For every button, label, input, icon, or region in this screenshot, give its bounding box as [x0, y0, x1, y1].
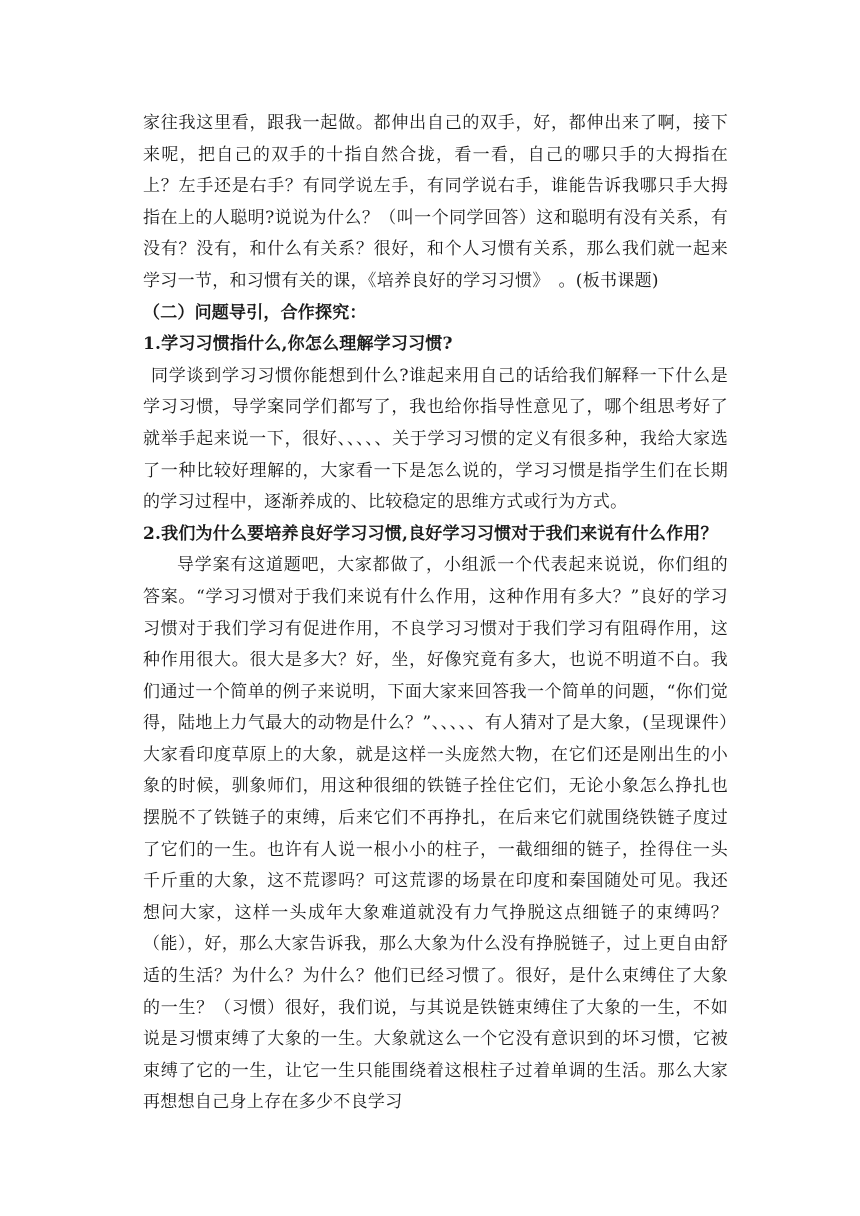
- answer-1-paragraph: 同学谈到学习习惯你能想到什么?谁起来用自己的话给我们解释一下什么是学习习惯，导学案同学们都写了，我也给你指导性意见了，哪个组思考好了就举手起来说一下，很好、、、、、关于学习习惯的定义有很多种，我给大家选了一种比较好理解的，大家看一下是怎么说的，学习习惯是指学生们在长期的学习过程中，逐渐养成的、比较稳定的思维方式或行为方式。: [143, 365, 728, 513]
- question-1-heading: 1.学习习惯指什么,你怎么理解学习习惯?: [143, 334, 453, 355]
- section-heading: （二）问题导引，合作探究：: [143, 302, 367, 323]
- document-body: [143, 108, 728, 1119]
- question-2-heading: 2.我们为什么要培养良好学习习惯,良好学习习惯对于我们来说有什么作用？: [143, 523, 718, 544]
- intro-paragraph: 家往我这里看，跟我一起做。都伸出自己的双手，好，都伸出来了啊，接下来呢，把自己的双手的十指自然合拢，看一看，自己的哪只手的大拇指在上？左手还是右手？有同学说左手，有同学说右手，谁能告诉我哪只手大拇指在上的人聪明?说说为什么？（叫一个同学回答）这和聪明有没有关系，有没有？没有，和什么有关系？很好，和个人习惯有关系，那么我们就一起来学习一节，和习惯有关的课，《培养良好的学习习惯》 。(板书课题): [143, 113, 728, 291]
- answer-2-paragraph: 导学案有这道题吧，大家都做了，小组派一个代表起来说说，你们组的答案。“学习习惯对于我们来说有什么作用，这种作用有多大？”良好的学习习惯对于我们学习有促进作用，不良学习习惯对于我们学习有阻碍作用，这种作用很大。很大是多大？好，坐，好像究竟有多大，也说不明道不白。我们通过一个简单的例子来说明，下面大家来回答我一个简单的问题，“你们觉得，陆地上力气最大的动物是什么？”、、、、、有人猜对了是大象，(呈现课件）大家看印度草原上的大象，就是这样一头庞然大物，在它们还是刚出生的小象的时候，驯象师们，用这种很细的铁链子拴住它们，无论小象怎么挣扎也摆脱不了铁链子的束缚，后来它们不再挣扎，在后来它们就围绕铁链子度过了它们的一生。也许有人说一根小小的柱子，一截细细的链子，拴得住一头千斤重的大象，这不荒谬吗？可这荒谬的场景在印度和秦国随处可见。我还想问大家，这样一头成年大象难道就没有力气挣脱这点细链子的束缚吗？（能），好，那么大家告诉我，那么大象为什么没有挣脱链子，过上更自由舒适的生活？为什么？为什么？他们已经习惯了。很好，是什么束缚住了大象的一生？（习惯）很好，我们说，与其说是铁链束缚住了大象的一生，不如说是习惯束缚了大象的一生。大象就这么一个它没有意识到的坏习惯，它被束缚了它的一生，让它一生只能围绕着这根柱子过着单调的生活。那么大家再想想自己身上存在多少不良学习: [143, 555, 728, 1113]
